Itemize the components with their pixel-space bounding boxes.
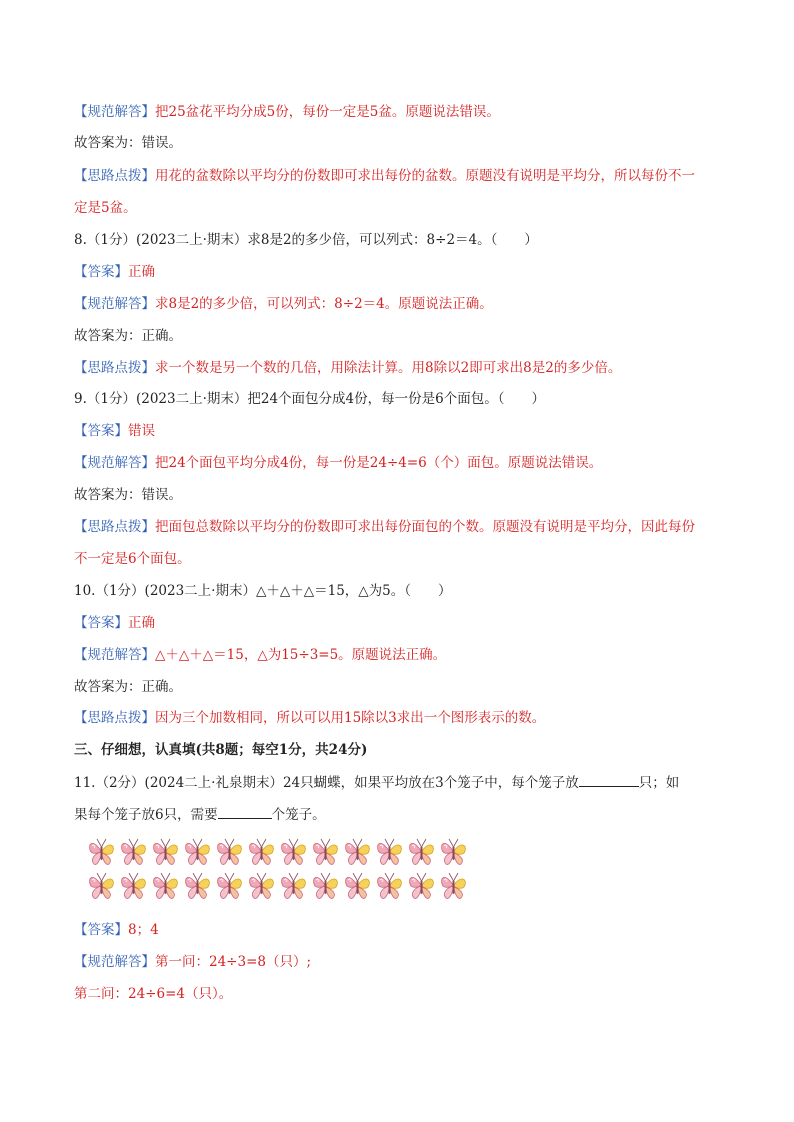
butterfly-icon <box>344 870 371 900</box>
butterfly-icon <box>408 870 435 900</box>
q11-question-line2 <box>74 804 326 825</box>
q10-hint-line <box>74 708 545 728</box>
section-heading: 三、仔细想，认真填(共8题；每空1分，共24分) <box>74 742 368 758</box>
butterfly-icon <box>408 836 435 866</box>
q10-hint: 因为三个加数相同，所以可以用15除以3求出一个图形表示的数。 <box>155 710 546 726</box>
q9-hint-line2: 不一定是6个面包。 <box>74 551 191 567</box>
butterfly-icon <box>280 870 307 900</box>
q9-hint-line <box>74 517 695 537</box>
q9-question: 9.（1分）(2023二上·期末）把24个面包分成4份，每一份是6个面包。（ ） <box>74 391 545 407</box>
q10-solution: △＋△＋△＝15，△为15÷3=5。原题说法正确。 <box>155 647 447 663</box>
q8-conclusion: 故答案为：正确。 <box>74 328 182 344</box>
q8-answer-line <box>74 262 155 282</box>
q8-solution: 求8是2的多少倍，可以列式：8÷2＝4。原题说法正确。 <box>155 296 493 312</box>
butterfly-icon <box>216 870 243 900</box>
q9-conclusion: 故答案为：错误。 <box>74 487 182 503</box>
q9-solution-line <box>74 453 602 473</box>
q11-answer: 8；4 <box>128 922 159 938</box>
butterfly-icon <box>88 836 115 866</box>
q8-answer: 正确 <box>128 264 155 280</box>
butterfly-icon <box>312 870 339 900</box>
q10-answer-line <box>74 613 155 633</box>
q8-question: 8.（1分）(2023二上·期末）求8是2的多少倍，可以列式：8÷2＝4。（ ） <box>74 232 538 248</box>
q7-hint-line <box>74 166 695 186</box>
hint-tag: 【思路点拨】 <box>74 710 155 726</box>
q11-question-part1: 11.（2分）(2024二上·礼泉期末）24只蝴蝶，如果平均放在3个笼子中，每个笼子放 <box>74 775 579 791</box>
solution-tag: 【规范解答】 <box>74 455 155 471</box>
q11-question-line2-part1: 果每个笼子放6只，需要 <box>74 807 218 823</box>
butterfly-icon <box>376 870 403 900</box>
answer-tag: 【答案】 <box>74 264 128 280</box>
answer-tag: 【答案】 <box>74 615 128 631</box>
butterfly-row-2 <box>88 870 467 900</box>
butterfly-icon <box>216 836 243 866</box>
solution-tag: 【规范解答】 <box>74 647 155 663</box>
q7-hint-line1: 用花的盆数除以平均分的份数即可求出每份的盆数。原题没有说明是平均分，所以每份不一 <box>155 168 695 184</box>
q9-solution: 把24个面包平均分成4份，每一份是24÷4=6（个）面包。原题说法错误。 <box>155 455 603 471</box>
butterfly-icon <box>248 836 275 866</box>
q11-question-line1 <box>74 772 679 793</box>
butterfly-icon <box>184 870 211 900</box>
butterfly-icon <box>120 836 147 866</box>
butterfly-icon <box>280 836 307 866</box>
hint-tag: 【思路点拨】 <box>74 519 155 535</box>
answer-tag: 【答案】 <box>74 423 128 439</box>
q11-question-line2-part2: 个笼子。 <box>271 807 326 823</box>
butterfly-icon <box>440 870 467 900</box>
q9-answer-line <box>74 421 155 441</box>
solution-tag: 【规范解答】 <box>74 954 155 970</box>
q9-hint-line1: 把面包总数除以平均分的份数即可求出每份面包的个数。原题没有说明是平均分，因此每份 <box>155 519 695 535</box>
solution-tag: 【规范解答】 <box>74 104 155 120</box>
q11-answer-line <box>74 920 159 940</box>
q7-solution-line <box>74 102 500 122</box>
q11-solution-line2: 第二问：24÷6=4（只）。 <box>74 986 233 1002</box>
butterfly-icon <box>152 870 179 900</box>
butterfly-icon <box>88 870 115 900</box>
q11-solution: 第一问：24÷3=8（只）; <box>155 954 312 970</box>
answer-blank-1[interactable] <box>579 772 639 787</box>
butterfly-icon <box>184 836 211 866</box>
butterfly-row-1 <box>88 836 467 866</box>
q7-solution: 把25盆花平均分成5份，每份一定是5盆。原题说法错误。 <box>155 104 500 120</box>
answer-blank-2[interactable] <box>218 804 272 819</box>
q8-solution-line <box>74 294 493 314</box>
q8-hint-line <box>74 358 621 378</box>
q11-question-part2: 只；如 <box>638 775 680 791</box>
q7-hint-line2: 定是5盆。 <box>74 200 137 216</box>
butterfly-icon <box>312 836 339 866</box>
q10-answer: 正确 <box>128 615 155 631</box>
butterfly-icon <box>120 870 147 900</box>
butterfly-icon <box>248 870 275 900</box>
butterfly-icon <box>152 836 179 866</box>
solution-tag: 【规范解答】 <box>74 296 155 312</box>
q10-solution-line <box>74 645 446 665</box>
q11-solution-line <box>74 952 311 972</box>
q8-hint: 求一个数是另一个数的几倍，用除法计算。用8除以2即可求出8是2的多少倍。 <box>155 360 622 376</box>
butterfly-icon <box>440 836 467 866</box>
q10-question: 10.（1分）(2023二上·期末）△＋△＋△＝15，△为5。（ ） <box>74 583 452 599</box>
q9-answer: 错误 <box>128 423 155 439</box>
q7-conclusion: 故答案为：错误。 <box>74 135 182 151</box>
hint-tag: 【思路点拨】 <box>74 360 155 376</box>
answer-tag: 【答案】 <box>74 922 128 938</box>
q10-conclusion: 故答案为：正确。 <box>74 679 182 695</box>
hint-tag: 【思路点拨】 <box>74 168 155 184</box>
butterfly-icon <box>344 836 371 866</box>
butterfly-icon <box>376 836 403 866</box>
